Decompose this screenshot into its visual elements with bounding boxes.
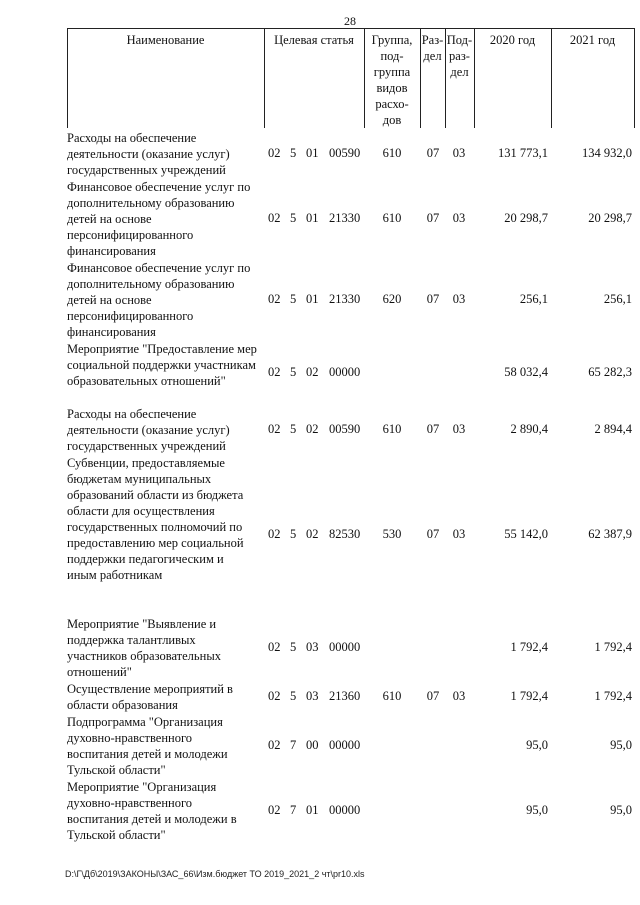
section: 07	[426, 146, 440, 160]
row-name: Подпрограмма "Организация духовно-нравственного воспитания детей и молодежи Тульской области"	[67, 715, 228, 777]
value-2020: 256,1	[519, 292, 548, 306]
header-section: Раз- дел	[421, 33, 444, 63]
section: 07	[426, 422, 440, 436]
header-group: Группа, под- группа видов расхо- дов	[371, 33, 413, 127]
code-direction: 21360	[329, 689, 361, 703]
code-program: 02	[268, 527, 281, 541]
subsection: 03	[452, 689, 466, 703]
code-program: 02	[268, 640, 281, 654]
code-subprogram: 7	[290, 803, 297, 817]
code-direction: 00590	[329, 146, 361, 160]
code-program: 02	[268, 365, 281, 379]
code-activity: 01	[306, 292, 319, 306]
value-2021: 95,0	[610, 738, 632, 752]
expense-group: 610	[382, 211, 402, 225]
code-direction: 00000	[329, 640, 361, 654]
code-subprogram: 5	[290, 146, 297, 160]
row-name: Расходы на обеспечение деятельности (оказание услуг) государственных учреждений	[67, 407, 230, 453]
expense-group: 610	[382, 146, 402, 160]
section: 07	[426, 689, 440, 703]
expense-group: 620	[382, 292, 402, 306]
value-2021: 62 387,9	[588, 527, 632, 541]
code-direction: 00590	[329, 422, 361, 436]
code-activity: 02	[306, 527, 319, 541]
section: 07	[426, 527, 440, 541]
expense-group: 530	[382, 527, 402, 541]
code-subprogram: 7	[290, 738, 297, 752]
subsection: 03	[452, 292, 466, 306]
section: 07	[426, 292, 440, 306]
row-name: Мероприятие "Организация духовно-нравственного воспитания детей и молодежи в Тульской области"	[67, 780, 237, 842]
file-path-footer: D:\Г\Дб\2019\ЗАКОНЫ\ЗАС_66\Изм.бюджет ТО 2019_2021_2 чт\pr10.xls	[65, 869, 365, 879]
value-2020: 95,0	[526, 738, 548, 752]
header-2020: 2020 год	[489, 33, 536, 47]
code-direction: 00000	[329, 738, 361, 752]
header-name: Наименование	[126, 33, 205, 47]
subsection: 03	[452, 422, 466, 436]
code-activity: 01	[306, 146, 319, 160]
code-subprogram: 5	[290, 422, 297, 436]
code-subprogram: 5	[290, 292, 297, 306]
row-name: Финансовое обеспечение услуг по дополнительному образованию детей на основе персонифицированного финансирования	[67, 261, 251, 339]
code-activity: 02	[306, 365, 319, 379]
code-program: 02	[268, 292, 281, 306]
row-name: Расходы на обеспечение деятельности (оказание услуг) государственных учреждений	[67, 131, 230, 177]
code-subprogram: 5	[290, 689, 297, 703]
code-program: 02	[268, 738, 281, 752]
row-name: Финансовое обеспечение услуг по дополнительному образованию детей на основе персонифицированного финансирования	[67, 180, 251, 258]
code-program: 02	[268, 689, 281, 703]
header-subsection: Под- раз- дел	[446, 33, 473, 79]
code-activity: 02	[306, 422, 319, 436]
subsection: 03	[452, 211, 466, 225]
code-program: 02	[268, 211, 281, 225]
value-2020: 2 890,4	[510, 422, 548, 436]
value-2020: 95,0	[526, 803, 548, 817]
value-2020: 55 142,0	[504, 527, 548, 541]
subsection: 03	[452, 527, 466, 541]
value-2020: 1 792,4	[510, 689, 548, 703]
code-direction: 21330	[329, 211, 361, 225]
code-activity: 03	[306, 640, 319, 654]
code-subprogram: 5	[290, 365, 297, 379]
subsection: 03	[452, 146, 466, 160]
code-program: 02	[268, 803, 281, 817]
code-direction: 00000	[329, 803, 361, 817]
code-direction: 21330	[329, 292, 361, 306]
value-2021: 1 792,4	[594, 689, 632, 703]
value-2021: 1 792,4	[594, 640, 632, 654]
code-program: 02	[268, 422, 281, 436]
value-2020: 1 792,4	[510, 640, 548, 654]
expense-group: 610	[382, 422, 402, 436]
code-subprogram: 5	[290, 211, 297, 225]
code-activity: 01	[306, 211, 319, 225]
value-2021: 2 894,4	[594, 422, 632, 436]
value-2020: 20 298,7	[504, 211, 548, 225]
header-target-article: Целевая статья	[274, 33, 354, 47]
row-name: Субвенции, предоставляемые бюджетам муниципальных образований области из бюджета области для осуществления государственных полномочий по предоставлению мер социальной поддержки педагогическим и иным работникам	[67, 456, 244, 582]
code-activity: 01	[306, 803, 319, 817]
value-2020: 58 032,4	[504, 365, 548, 379]
value-2021: 134 932,0	[582, 146, 632, 160]
section: 07	[426, 211, 440, 225]
value-2021: 256,1	[603, 292, 632, 306]
header-2021: 2021 год	[569, 33, 616, 47]
value-2020: 131 773,1	[498, 146, 548, 160]
page-number: 28	[344, 14, 356, 28]
value-2021: 65 282,3	[588, 365, 632, 379]
code-program: 02	[268, 146, 281, 160]
code-subprogram: 5	[290, 640, 297, 654]
value-2021: 95,0	[610, 803, 632, 817]
expense-group: 610	[382, 689, 402, 703]
code-activity: 03	[306, 689, 319, 703]
value-2021: 20 298,7	[588, 211, 632, 225]
row-name: Мероприятие "Выявление и поддержка талантливых участников образовательных отношений"	[67, 617, 221, 679]
code-subprogram: 5	[290, 527, 297, 541]
row-name: Мероприятие "Предоставление мер социальной поддержки участникам образовательных отношений"	[67, 342, 257, 388]
code-direction: 00000	[329, 365, 361, 379]
code-direction: 82530	[329, 527, 361, 541]
row-name: Осуществление мероприятий в области образования	[67, 682, 233, 712]
code-activity: 00	[306, 738, 319, 752]
